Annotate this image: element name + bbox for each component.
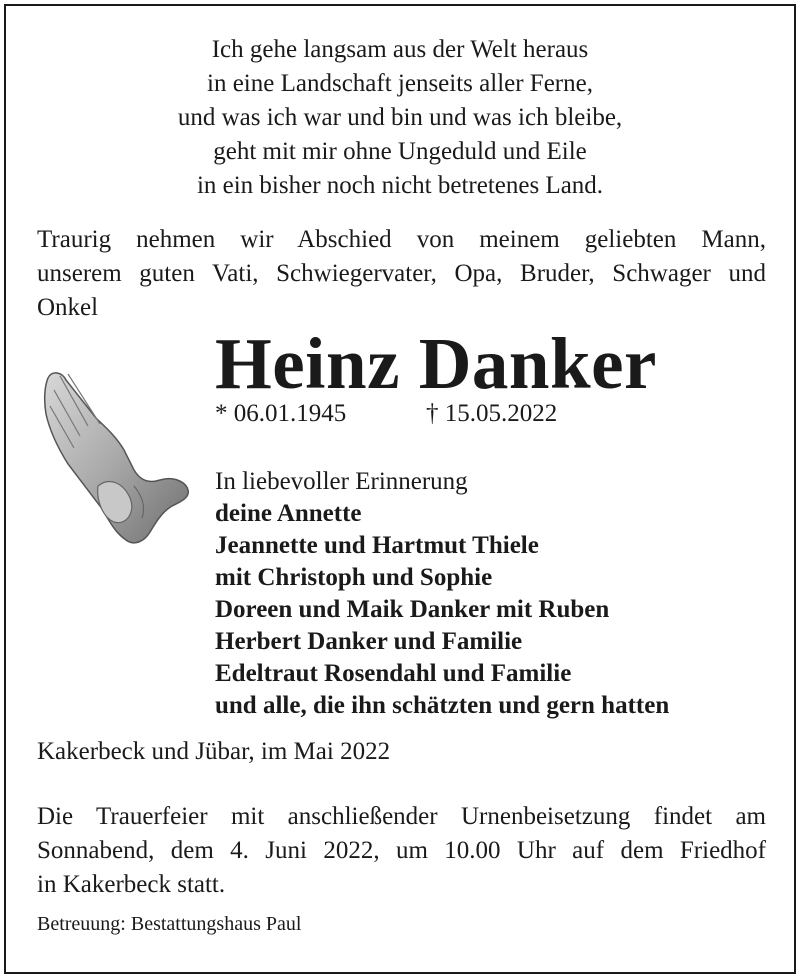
funeral-line: in Kakerbeck statt.	[37, 871, 226, 898]
mourner-line: mit Christoph und Sophie	[215, 564, 493, 591]
place-date: Kakerbeck und Jübar, im Mai 2022	[37, 738, 391, 765]
funeral-home: Betreuung: Bestattungshaus Paul	[37, 913, 302, 935]
mourner-line: Herbert Danker und Familie	[215, 628, 523, 655]
intro-line: Onkel	[37, 294, 99, 321]
deceased-name: Heinz Danker	[215, 323, 657, 404]
life-dates	[215, 400, 558, 428]
funeral-line: Sonnabend, dem 4. Juni 2022, um 10.00 Uhr auf dem Friedhof	[37, 837, 766, 864]
mourner-line: deine Annette	[215, 500, 362, 527]
poem-line: Ich gehe langsam aus der Welt heraus	[211, 36, 589, 63]
mourner-line: Edeltraut Rosendahl und Familie	[215, 660, 572, 687]
poem	[0, 33, 800, 203]
mourners	[215, 466, 669, 722]
mourner-line: Doreen und Maik Danker mit Ruben	[215, 596, 610, 623]
birth-date: * 06.01.1945	[215, 400, 347, 427]
funeral-info	[37, 800, 766, 902]
funeral-line: Die Trauerfeier mit anschließender Urnenbeisetzung findet am	[37, 803, 766, 830]
intro-text	[37, 223, 766, 325]
mourners-intro: In liebevoller Erinnerung	[215, 468, 468, 495]
poem-line: und was ich war und bin und was ich bleibe,	[177, 104, 623, 131]
praying-hands-icon	[38, 366, 193, 551]
intro-line: unserem guten Vati, Schwiegervater, Opa, Bruder, Schwager und	[37, 260, 766, 287]
poem-line: geht mit mir ohne Ungeduld und Eile	[213, 138, 587, 165]
poem-line: in eine Landschaft jenseits aller Ferne,	[207, 70, 593, 97]
mourner-line: und alle, die ihn schätzten und gern hatten	[215, 692, 670, 719]
poem-line: in ein bisher noch nicht betretenes Land.	[196, 172, 604, 199]
intro-line: Traurig nehmen wir Abschied von meinem geliebten Mann,	[37, 226, 766, 253]
death-date: † 15.05.2022	[426, 400, 558, 427]
mourner-line: Jeannette und Hartmut Thiele	[215, 532, 539, 559]
